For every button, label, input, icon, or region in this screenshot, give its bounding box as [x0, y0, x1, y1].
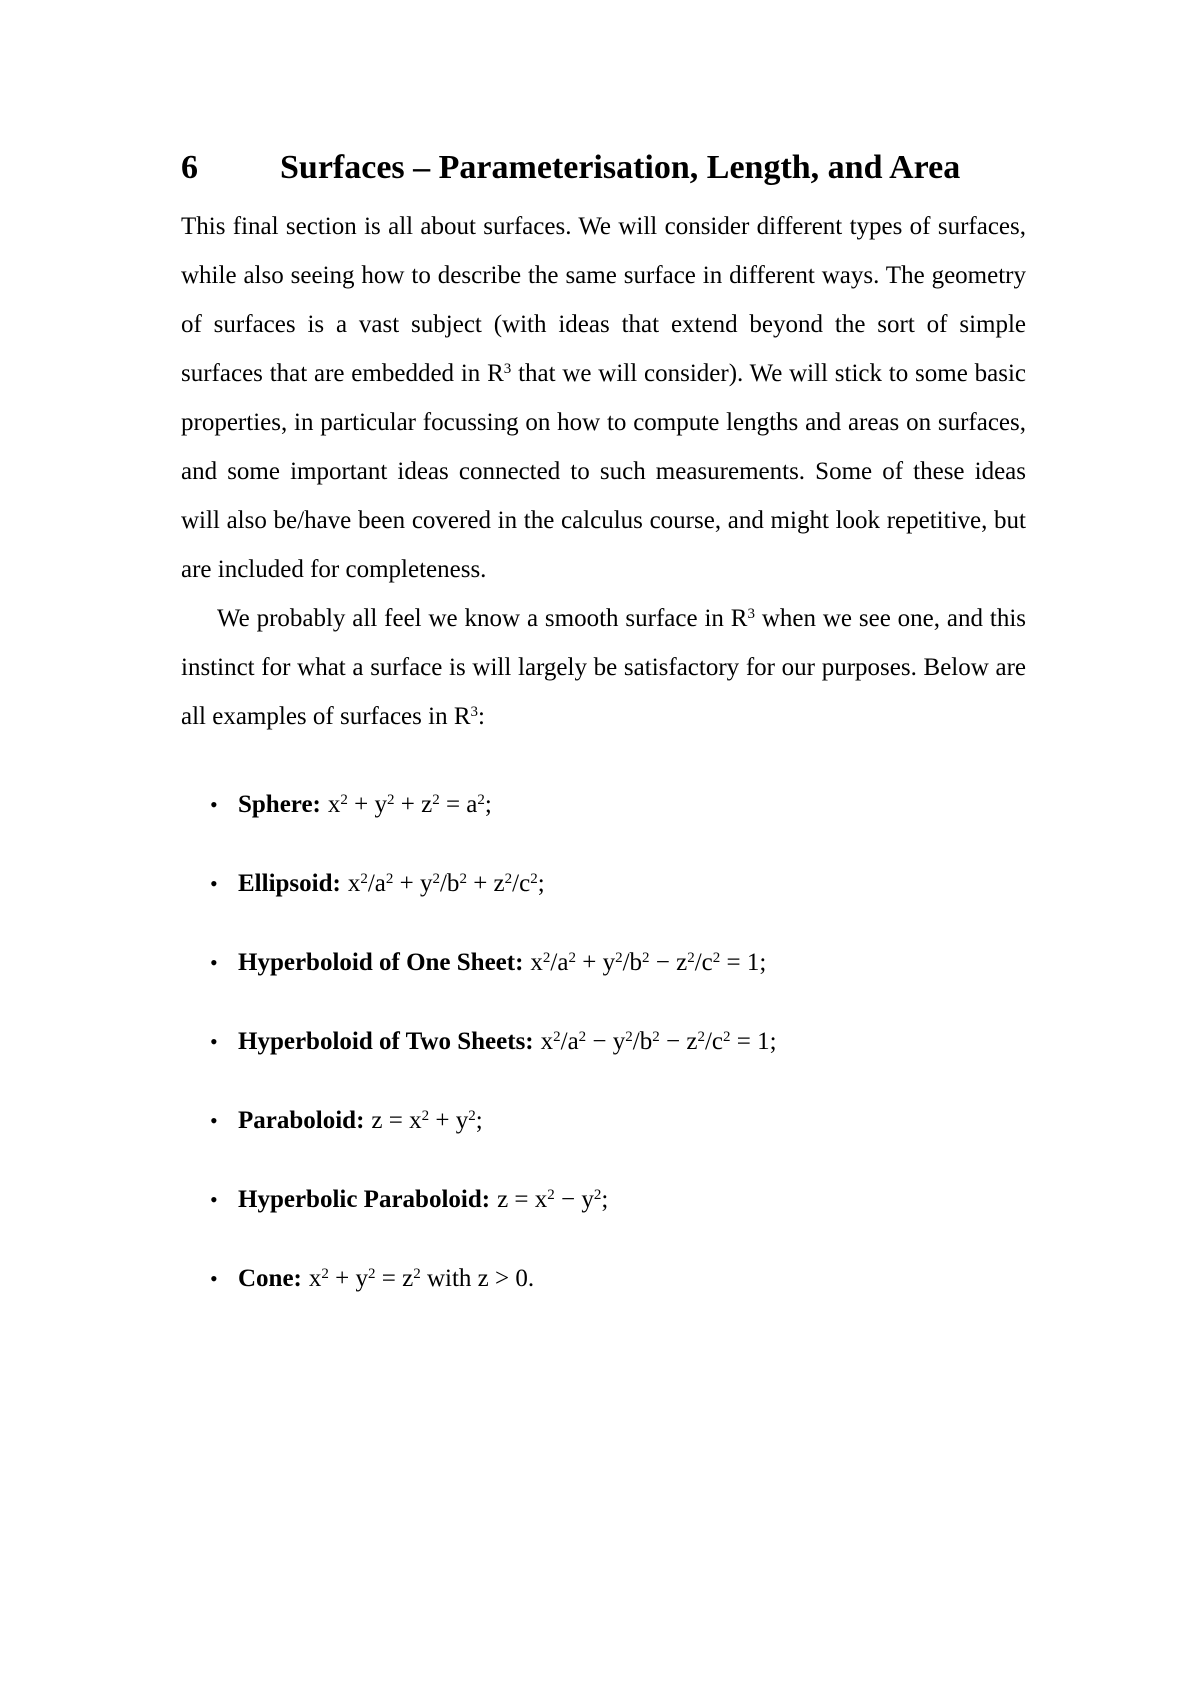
surface-equation: $z = x^2 + y^2$; [371, 1107, 483, 1134]
surface-list-item [181, 1239, 1026, 1318]
intro-paragraph [181, 202, 1026, 594]
surface-equation: $x^2 + y^2 + z^2 = a^2$; [327, 791, 492, 818]
intro-text-part1: This final section is all about surfaces. We will consider different types of surfaces, while also seeing how to describe the same surface in different ways. The geometry of surfaces is a vast subject (with ideas that extend beyond the sort of simple surfaces that are embedded in R [181, 213, 1026, 387]
examples-paragraph [181, 594, 1026, 741]
examples-text-part2: when we see one, and this instinct for what a surface is will largely be satisfactory for our purposes. Below are all examples of surfaces in R [181, 605, 1026, 730]
surface-item-text [238, 1002, 777, 1081]
bullet-icon: • [210, 1108, 218, 1133]
surface-list [181, 765, 1026, 1318]
surface-name: Paraboloid: [238, 1107, 365, 1134]
examples-text-part1: We probably all feel we know a smooth surface in R [217, 605, 748, 632]
surface-name: Ellipsoid: [238, 870, 341, 897]
surface-item-text [238, 1081, 483, 1160]
surface-item-text [238, 1160, 608, 1239]
intro-text-part2: that we will consider). We will stick to some basic properties, in particular focussing on how to compute lengths and areas on surfaces, and some important ideas connected to such measurements. Some of these ideas will also be/have been covered in the calculus course, and might look repetitive, but are included for completeness. [181, 360, 1026, 583]
surface-name: Sphere: [238, 791, 321, 818]
examples-superscript-1: 3 [747, 605, 755, 622]
section-heading [181, 140, 1026, 196]
surface-list-item [181, 1160, 1026, 1239]
page-content [181, 140, 1026, 1318]
surface-equation: $x^2 + y^2 = z^2$ with z > 0. [308, 1265, 535, 1292]
section-title: Surfaces – Parameterisation, Length, and Area [280, 149, 961, 186]
surface-name: Cone: [238, 1265, 302, 1292]
surface-name: Hyperboloid of One Sheet: [238, 949, 524, 976]
surface-equation: $x^2/a^2 + y^2/b^2 - z^2/c^2 = 1$; [530, 949, 767, 976]
surface-list-item [181, 923, 1026, 1002]
intro-superscript: 3 [503, 360, 512, 377]
surface-item-text [238, 923, 766, 1002]
bullet-icon: • [210, 792, 218, 817]
section-number: 6 [181, 149, 198, 186]
surface-name: Hyperboloid of Two Sheets: [238, 1028, 534, 1055]
bullet-icon: • [210, 871, 218, 896]
surface-equation: $x^2/a^2 + y^2/b^2 + z^2/c^2$; [347, 870, 545, 897]
bullet-icon: • [210, 1266, 218, 1291]
surface-item-text [238, 765, 492, 844]
surface-name: Hyperbolic Paraboloid: [238, 1186, 491, 1213]
surface-list-item [181, 844, 1026, 923]
bullet-icon: • [210, 1029, 218, 1054]
surface-list-item [181, 1081, 1026, 1160]
examples-superscript-2: 3 [470, 703, 478, 720]
examples-text-part3: : [478, 703, 485, 730]
surface-equation: $z = x^2 - y^2$; [497, 1186, 609, 1213]
surface-list-item [181, 765, 1026, 844]
surface-item-text [238, 844, 545, 923]
surface-item-text [238, 1239, 534, 1318]
surface-equation: $x^2/a^2 - y^2/b^2 - z^2/c^2 = 1$; [540, 1028, 777, 1055]
surface-list-item [181, 1002, 1026, 1081]
bullet-icon: • [210, 1187, 218, 1212]
bullet-icon: • [210, 950, 218, 975]
